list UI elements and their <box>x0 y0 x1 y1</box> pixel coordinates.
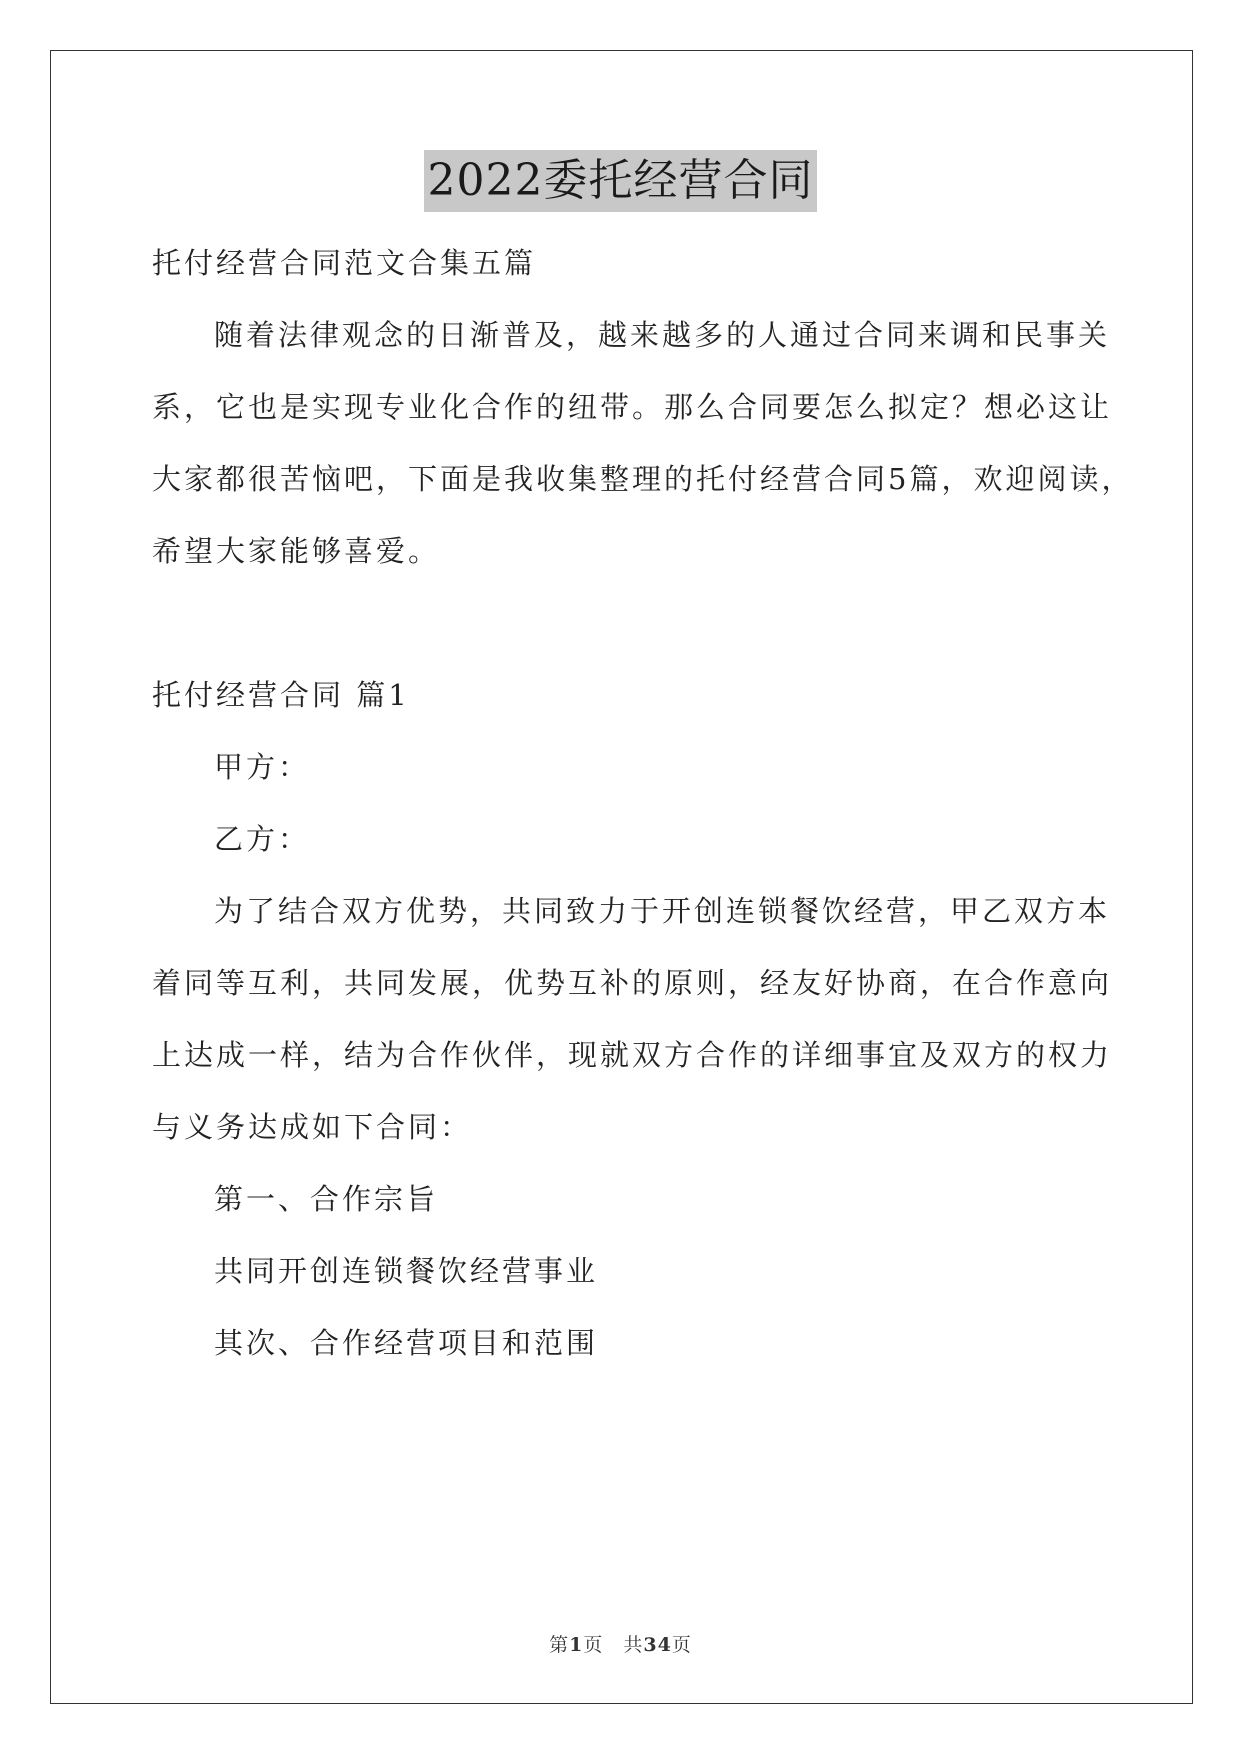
footer-page-number: 1 <box>569 1634 584 1656</box>
body-line-1: 为了结合双方优势，共同致力于开创连锁餐饮经营，甲乙双方本 <box>214 894 1111 928</box>
clause-1-heading: 第一、合作宗旨 <box>214 1182 439 1216</box>
intro-line-1: 随着法律观念的日渐普及，越来越多的人通过合同来调和民事关 <box>214 318 1111 352</box>
intro-line-4: 希望大家能够喜爱。 <box>152 534 441 568</box>
section-heading: 托付经营合同 篇1 <box>152 678 410 712</box>
title-container <box>0 150 1241 212</box>
page-footer <box>0 1630 1241 1657</box>
party-b-label: 乙方： <box>214 822 311 856</box>
footer-page-prefix: 第 <box>549 1634 570 1656</box>
clause-2-heading: 其次、合作经营项目和范围 <box>214 1326 599 1360</box>
body-line-2: 着同等互利，共同发展，优势互补的原则，经友好协商，在合作意向 <box>152 966 1113 1000</box>
body-line-4: 与义务达成如下合同： <box>152 1110 473 1144</box>
party-a-label: 甲方： <box>214 750 311 784</box>
footer-total-prefix: 共 <box>623 1634 644 1656</box>
clause-1-text: 共同开创连锁餐饮经营事业 <box>214 1254 599 1288</box>
document-subtitle: 托付经营合同范文合集五篇 <box>152 246 537 280</box>
intro-line-2: 系，它也是实现专业化合作的纽带。那么合同要怎么拟定？想必这让 <box>152 390 1113 424</box>
document-title: 2022委托经营合同 <box>424 150 818 212</box>
footer-total-suffix: 页 <box>671 1634 692 1656</box>
footer-page-suffix: 页 <box>583 1634 604 1656</box>
page-border <box>50 50 1193 1704</box>
footer-total-pages: 34 <box>643 1634 672 1656</box>
body-line-3: 上达成一样，结为合作伙伴，现就双方合作的详细事宜及双方的权力 <box>152 1038 1113 1072</box>
intro-line-3: 大家都很苦恼吧，下面是我收集整理的托付经营合同5篇，欢迎阅读， <box>152 462 1134 496</box>
